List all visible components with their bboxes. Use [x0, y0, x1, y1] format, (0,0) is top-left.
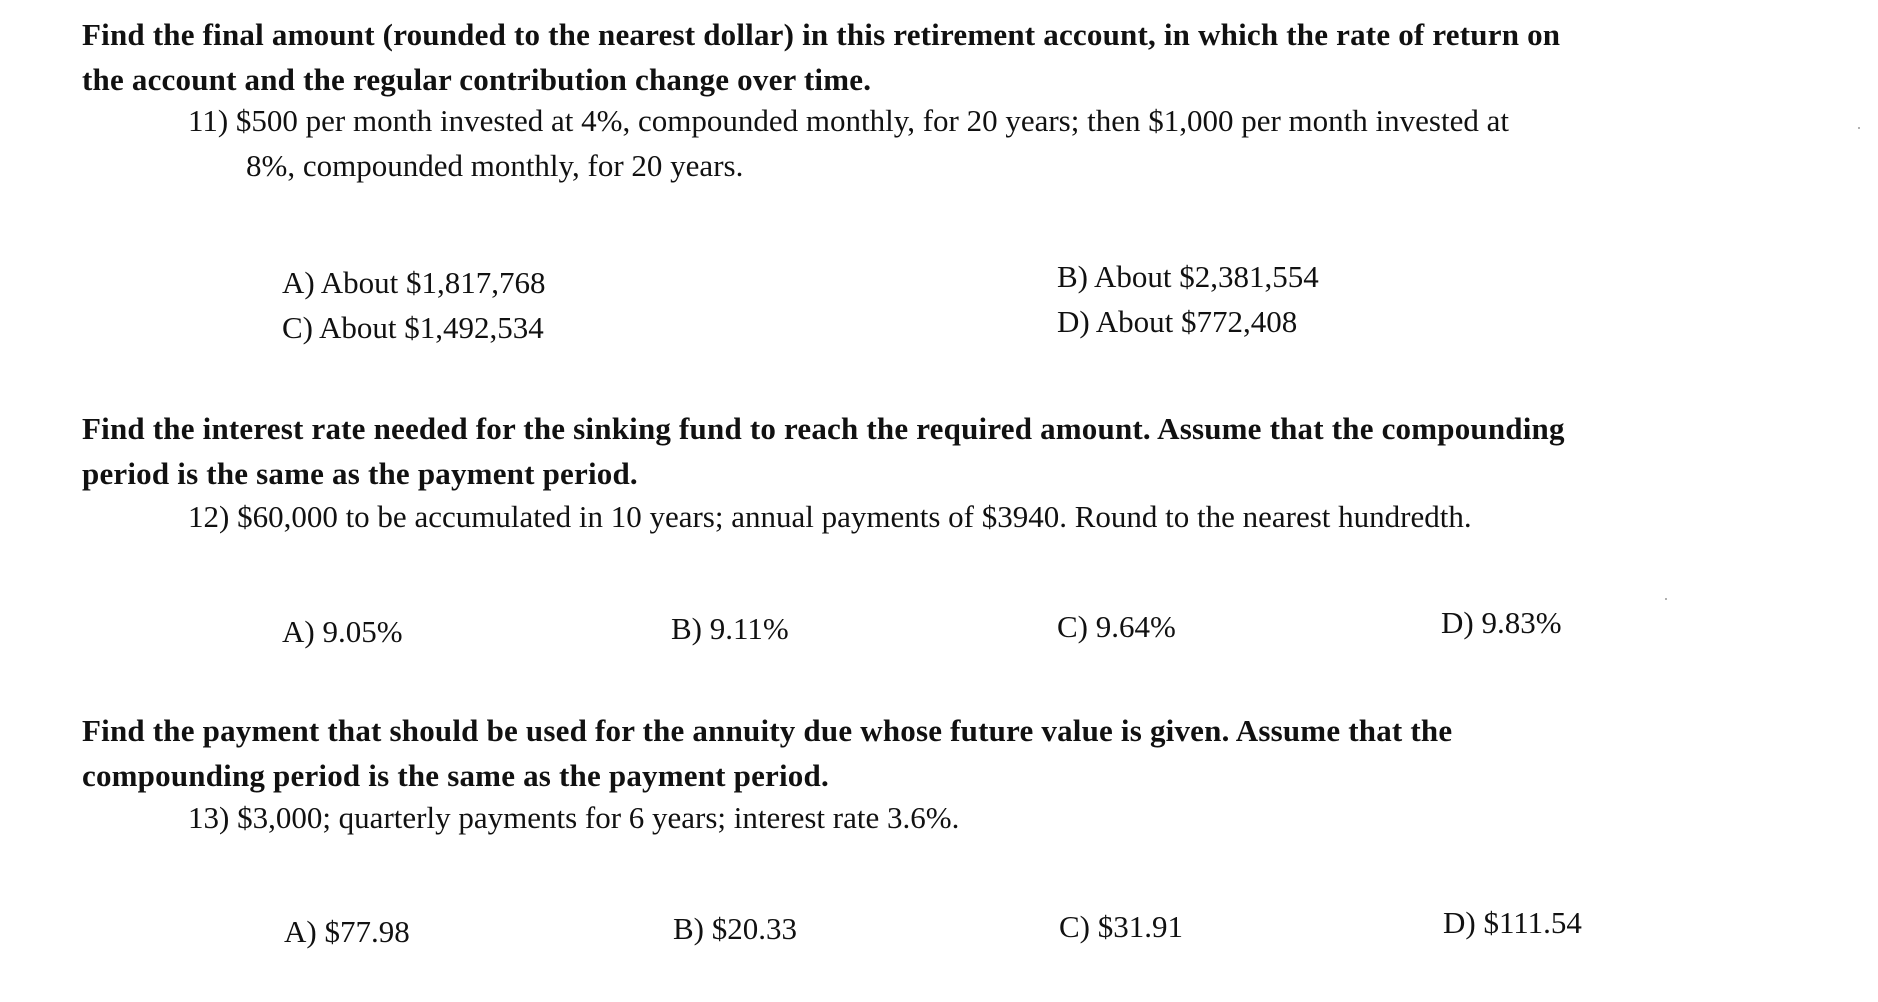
instruction-line: the account and the regular contribution change over time.	[82, 62, 872, 97]
question-12-option-b: B) 9.11%	[671, 611, 789, 646]
instruction-line: Find the final amount (rounded to the nearest dollar) in this retirement account, in which the rate of return on	[82, 17, 1561, 52]
question-13-option-b: B) $20.33	[673, 911, 797, 946]
question-11-option-c: C) About $1,492,534	[282, 310, 544, 345]
instruction-line: Find the interest rate needed for the sinking fund to reach the required amount. Assume that the compounding	[82, 411, 1565, 446]
question-12-option-c: C) 9.64%	[1057, 609, 1176, 644]
stem-line: 13) $3,000; quarterly payments for 6 years; interest rate 3.6%.	[188, 800, 960, 835]
question-13-instructions	[82, 708, 1782, 798]
instruction-line: Find the payment that should be used for the annuity due whose future value is given. Assume that the	[82, 713, 1453, 748]
question-11-instructions	[82, 12, 1782, 102]
question-11-option-a: A) About $1,817,768	[282, 265, 546, 300]
question-11-stem	[188, 98, 1509, 188]
stem-line: 8%, compounded monthly, for 20 years.	[246, 148, 744, 183]
question-11-option-d: D) About $772,408	[1057, 304, 1298, 339]
question-12-stem	[188, 494, 1472, 539]
question-13-option-a: A) $77.98	[284, 914, 410, 949]
question-13-stem	[188, 795, 959, 840]
question-11-option-b: B) About $2,381,554	[1057, 259, 1319, 294]
scan-speck	[1665, 598, 1667, 600]
question-12-option-a: A) 9.05%	[282, 614, 403, 649]
question-13-option-d: D) $111.54	[1443, 905, 1582, 940]
question-12-instructions	[82, 406, 1782, 496]
stem-line: 12) $60,000 to be accumulated in 10 years; annual payments of $3940. Round to the nearest hundredth.	[188, 499, 1472, 534]
instruction-line: compounding period is the same as the payment period.	[82, 758, 829, 793]
scan-speck	[1858, 127, 1860, 129]
instruction-line: period is the same as the payment period.	[82, 456, 638, 491]
question-13-option-c: C) $31.91	[1059, 909, 1183, 944]
question-12-option-d: D) 9.83%	[1441, 605, 1562, 640]
stem-line: 11) $500 per month invested at 4%, compounded monthly, for 20 years; then $1,000 per month invested at	[188, 103, 1509, 138]
